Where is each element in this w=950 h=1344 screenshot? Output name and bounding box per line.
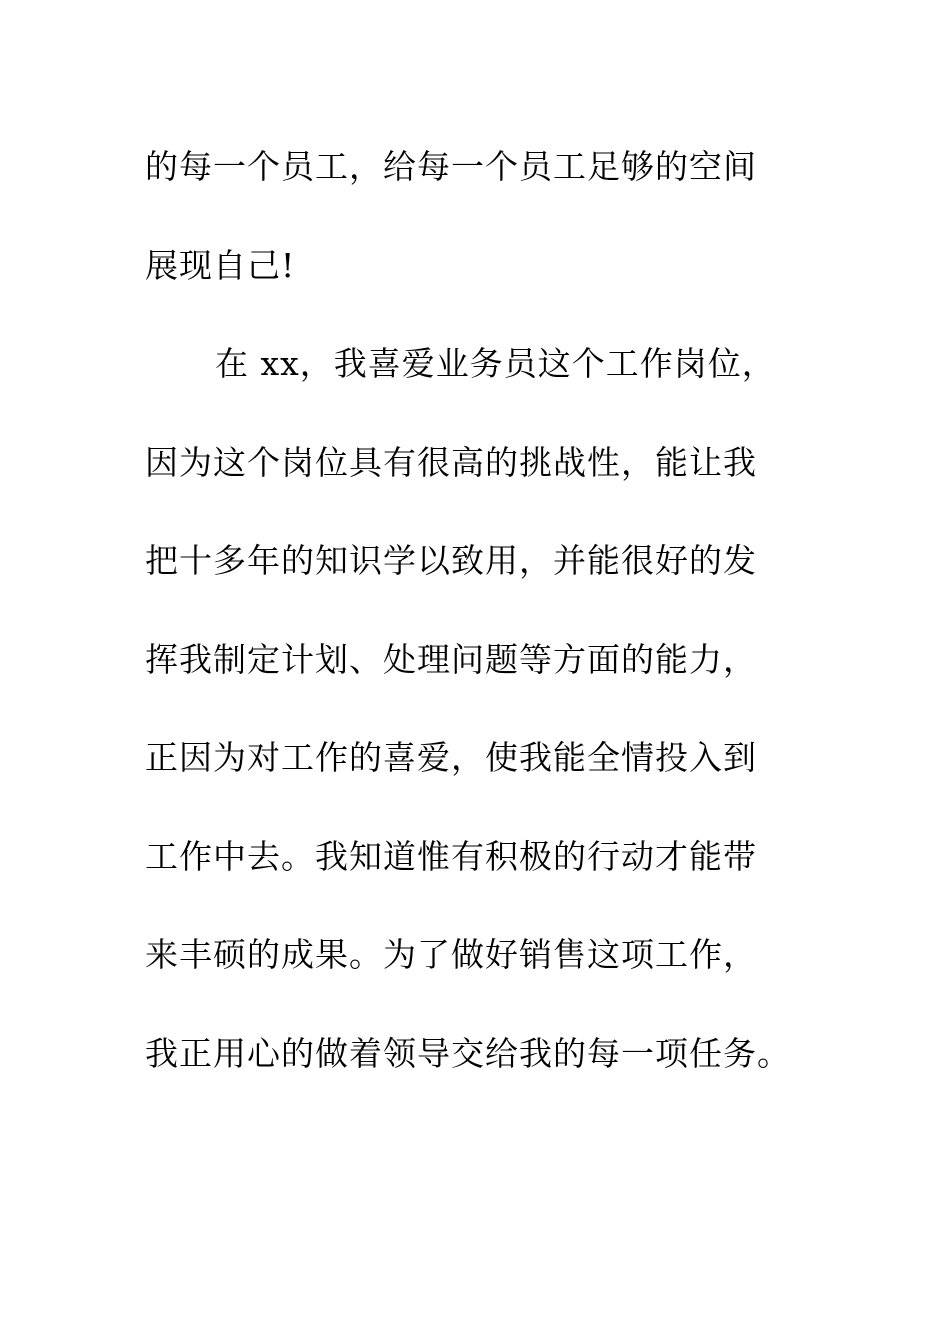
body-text	[145, 118, 865, 1103]
text-line-10: 我正用心的做着领导交给我的每一项任务。	[145, 1033, 791, 1073]
text-line-1: 的每一个员工，给每一个员工足够的空间	[145, 147, 757, 186]
text-line-9: 来丰硕的成果。为了做好销售这项工作，	[145, 935, 757, 974]
text-line-3-paragraph-start: 在 xx，我喜爱业务员这个工作岗位，	[215, 344, 776, 383]
text-line-6: 挥我制定计划、处理问题等方面的能力，	[145, 639, 757, 679]
text-line-8: 工作中去。我知道惟有积极的行动才能带	[145, 836, 757, 876]
text-line-5: 把十多年的知识学以致用，并能很好的发	[145, 541, 757, 580]
text-line-7: 正因为对工作的喜爱，使我能全情投入到	[145, 738, 757, 777]
text-line-2: 展现自己!	[145, 245, 296, 285]
text-line-4: 因为这个岗位具有很高的挑战性，能让我	[145, 442, 757, 482]
